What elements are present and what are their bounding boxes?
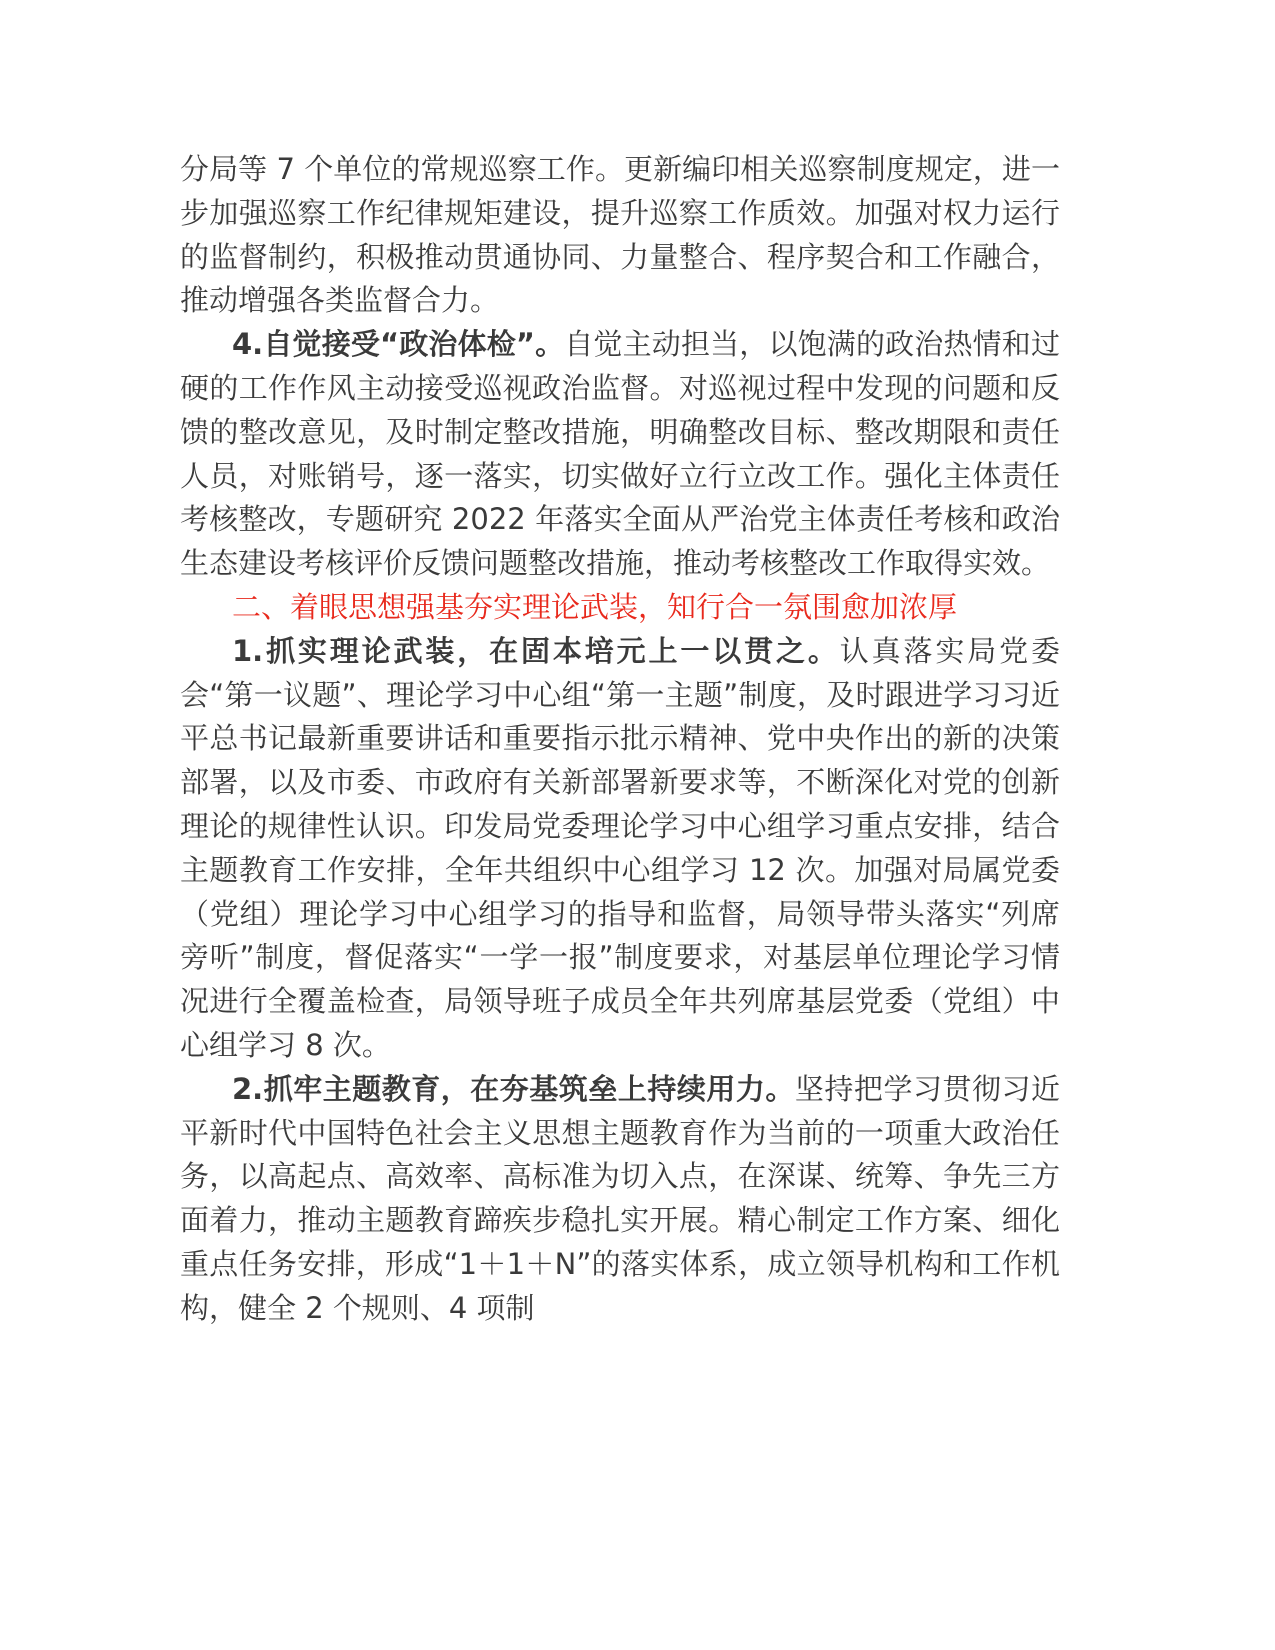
paragraph-political-checkup [180, 323, 1060, 586]
section-heading: 二、着眼思想强基夯实理论武装，知行合一氛围愈加浓厚 [232, 589, 958, 624]
paragraph-lead-title: 1.抓实理论武装，在固本培元上一以贯之。 [232, 633, 840, 668]
document-page [180, 148, 1060, 1331]
paragraph-text: 分局等 7 个单位的常规巡察工作。更新编印相关巡察制度规定，进一步加强巡察工作纪律规矩建设，提升巡察工作质效。加强对权力运行的监督制约，积极推动贯通协同、力量整合、程序契合和工作融合，推动增强各类监督合力。 [180, 152, 1060, 318]
paragraph-theme-education [180, 1068, 1060, 1331]
paragraph-lead-title: 4.自觉接受“政治体检”。 [232, 327, 565, 362]
paragraph-inspection-work [180, 148, 1060, 323]
paragraph-lead-title: 2.抓牢主题教育，在夯基筑垒上持续用力。 [232, 1071, 795, 1106]
paragraph-text: 认真落实局党委会“第一议题”、理论学习中心组“第一主题”制度，及时跟进学习习近平总书记最新重要讲话和重要指示批示精神、党中央作出的新的决策部署，以及市委、市政府有关新部署新要求等，不断深化对党的创新理论的规律性认识。印发局党委理论学习中心组学习重点安排，结合主题教育工作安排，全年共组织中心组学习 12 次。加强对局属党委（党组）理论学习中心组学习的指导和监督，局领导带头落实“列席旁听”制度，督促落实“一学一报”制度要求，对基层单位理论学习情况进行全覆盖检查，局领导班子成员全年共列席基层党委（党组）中心组学习 8 次。 [180, 633, 1060, 1062]
paragraph-text: 自觉主动担当，以饱满的政治热情和过硬的工作作风主动接受巡视政治监督。对巡视过程中发现的问题和反馈的整改意见，及时制定整改措施，明确整改目标、整改期限和责任人员，对账销号，逐一落实，切实做好立行立改工作。强化主体责任考核整改，专题研究 2022 年落实全面从严治党主体责任考核和政治生态建设考核评价反馈问题整改措施，推动考核整改工作取得实效。 [180, 327, 1060, 581]
paragraph-text: 坚持把学习贯彻习近平新时代中国特色社会主义思想主题教育作为当前的一项重大政治任务，以高起点、高效率、高标准为切入点，在深谋、统筹、争先三方面着力，推动主题教育蹄疾步稳扎实开展。精心制定工作方案、细化重点任务安排，形成“1＋1＋N”的落实体系，成立领导机构和工作机构，健全 2 个规则、4 项制 [180, 1071, 1060, 1325]
paragraph-theory-study [180, 630, 1060, 1068]
